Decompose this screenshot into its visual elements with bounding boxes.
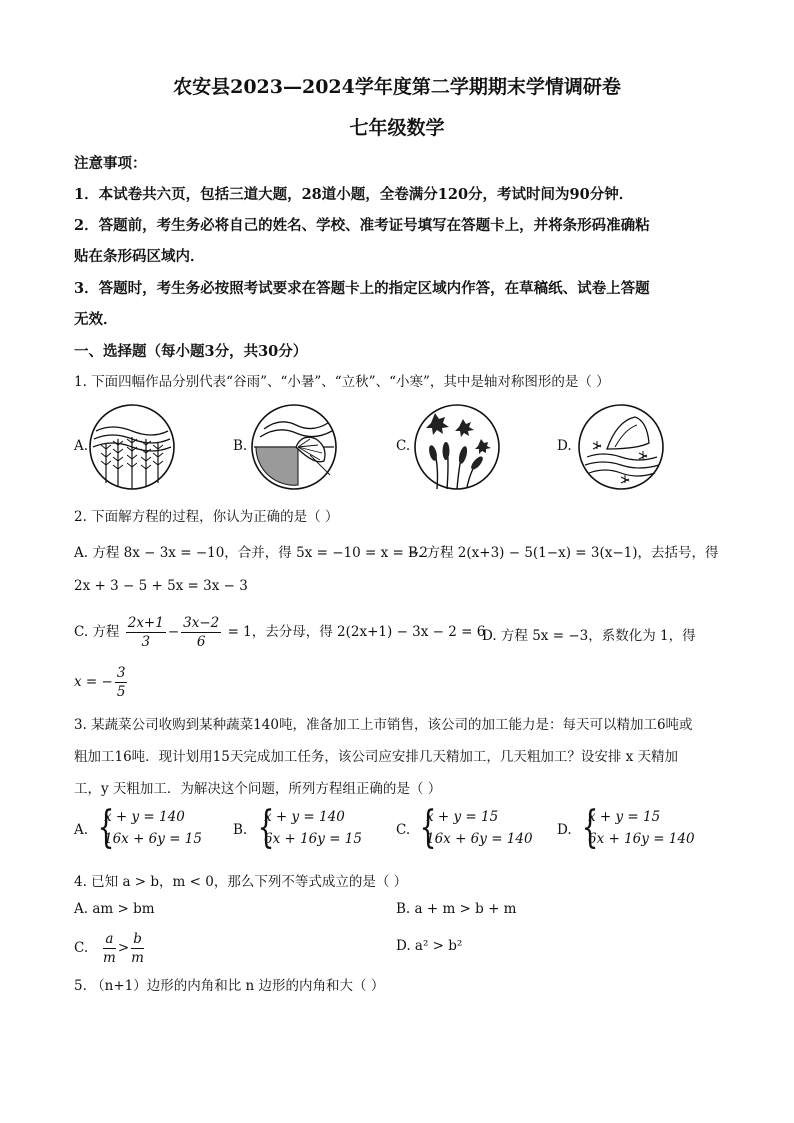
minor-heat-image (250, 403, 338, 491)
section-heading: 一、选择题（每小题3分，共30分） (74, 343, 308, 360)
minor-cold-image (577, 403, 665, 491)
q3-option-c-system: { x + y = 15 16x + 6y = 140 (419, 802, 533, 853)
q3-line-3: 工，y 天粗加工．为解决这个问题，所列方程组正确的是（ ） (74, 781, 442, 797)
q2-option-a: A. 方程 8x − 3x = −10，合并，得 5x = −10 = x = −2 (74, 545, 428, 561)
q1-label-b: B. (233, 438, 248, 454)
q4-option-a: A. am > bm (74, 901, 155, 917)
brace: { (257, 802, 275, 853)
q3-label-c: C. (396, 822, 411, 838)
fraction: $\frac{a}{m}$ (103, 931, 116, 966)
q1-label-c: C. (396, 438, 411, 454)
notice-item-2: 2．答题前，考生务必将自己的姓名、学校、准考证号填写在答题卡上，并将条形码准确粘 (74, 217, 650, 234)
notice-item-2-cont: 贴在条形码区域内． (74, 248, 205, 265)
exam-subject: 七年级数学 (349, 117, 445, 139)
q3-option-b-system: { x + y = 140 6x + 16y = 15 (257, 802, 362, 853)
fraction: $\frac{3x-2}{6}$ (183, 615, 220, 650)
q2-option-b: B. 方程 2(x+3) − 5(1−x) = 3(x−1)，去括号，得 (408, 545, 719, 561)
notice-item-3: 3．答题时，考生务必按照考试要求在答题卡上的指定区域内作答，在草稿纸、试卷上答题 (74, 280, 650, 297)
q3-option-d-system: { x + y = 15 6x + 16y = 140 (581, 802, 695, 853)
brace: { (581, 802, 599, 853)
q2-stem: 2. 下面解方程的过程，你认为正确的是（ ） (74, 509, 339, 525)
q3-label-a: A. (74, 822, 89, 838)
grain-rain-image (88, 403, 176, 491)
q4-option-b: B. a + m > b + m (396, 901, 517, 917)
q1-label-d: D. (557, 438, 572, 454)
exam-title: 农安县2023—2024学年度第二学期期末学情调研卷 (173, 76, 621, 98)
brace: { (419, 802, 437, 853)
notice-heading: 注意事项： (74, 155, 147, 172)
q3-option-a-system: { x + y = 140 16x + 6y = 15 (97, 802, 202, 853)
q3-label-d: D. (557, 822, 572, 838)
q4-stem: 4. 已知 a > b，m < 0，那么下列不等式成立的是（ ） (74, 874, 408, 890)
notice-item-3-cont: 无效． (74, 311, 118, 328)
fraction: $\frac{3}{5}$ (116, 665, 126, 700)
q1-label-a: A. (74, 438, 89, 454)
brace: { (97, 802, 115, 853)
q2-option-b-cont: 2x + 3 − 5 + 5x = 3x − 3 (74, 578, 248, 594)
q4-option-d: D. a² > b² (396, 938, 463, 954)
fraction: $\frac{b}{m}$ (131, 931, 144, 966)
q3-line-2: 粗加工16吨．现计划用15天完成加工任务，该公司应安排几天精加工，几天粗加工？设安排 x 天精加 (74, 749, 679, 765)
q2-option-c: C. 方程 $\frac{2x+1}{3}$ − $\frac{3x-2}{6}$ = 1，去分母，得 2(2x+1) − 3x − 2 = 6 (74, 615, 486, 650)
q4-option-c: C. $\frac{a}{m}$ > $\frac{b}{m}$ (74, 931, 144, 966)
q3-line-1: 3. 某蔬菜公司收购到某种蔬菜140吨，准备加工上市销售，该公司的加工能力是：每天可以精加工6吨或 (74, 717, 693, 733)
fraction: $\frac{2x+1}{3}$ (127, 615, 164, 650)
notice-item-1: 1．本试卷共六页，包括三道大题，28道小题，全卷满分120分，考试时间为90分钟． (74, 186, 634, 203)
q2-option-d: D. 方程 5x = −3，系数化为 1，得 (482, 628, 696, 644)
q1-stem: 1. 下面四幅作品分别代表“谷雨”、“小暑”、“立秋”、“小寒”，其中是轴对称图形的是（ ） (74, 374, 610, 390)
q3-label-b: B. (233, 822, 248, 838)
q5-stem: 5. （n+1）边形的内角和比 n 边形的内角和大（ ） (74, 978, 385, 994)
autumn-begins-image (413, 403, 501, 491)
q2-option-d-cont: x = − $\frac{3}{5}$ (74, 665, 126, 700)
